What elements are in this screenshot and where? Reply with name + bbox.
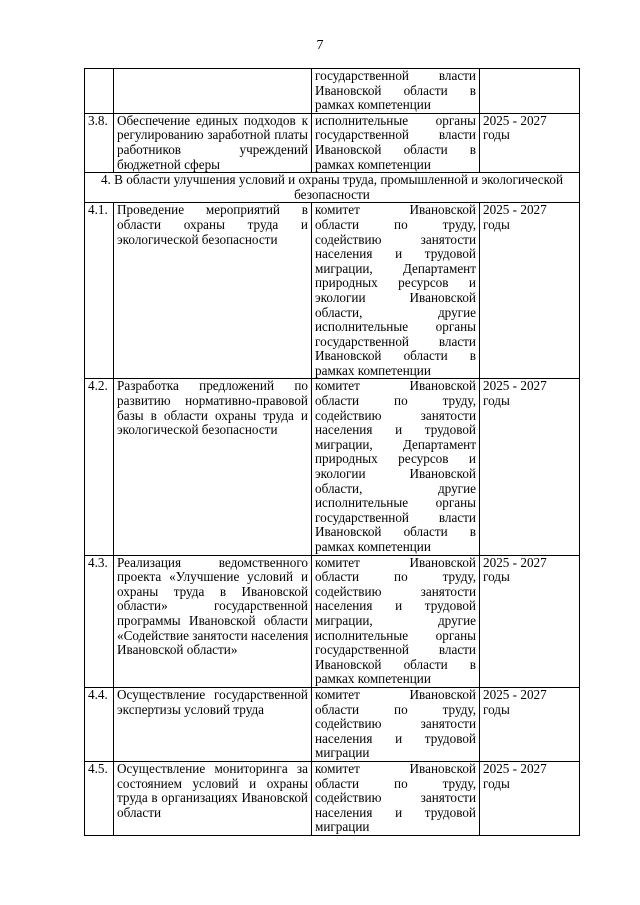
responsible-line: области, другие: [315, 305, 476, 320]
task-line: базы в области охраны труда и: [117, 408, 308, 423]
responsible-line: содействию занятости: [315, 232, 476, 247]
task-line: Разработка предложений по: [117, 379, 308, 394]
table-row: [85, 379, 580, 555]
responsible-line: комитет Ивановской: [315, 203, 476, 218]
responsible-line: миграции, Департамент: [315, 261, 476, 276]
responsible-line: населения и трудовой: [315, 599, 476, 614]
responsible-line: Ивановской области в: [315, 142, 476, 157]
responsible-line: комитет Ивановской: [315, 761, 476, 776]
responsible-line: области по труду,: [315, 776, 476, 791]
measures-table: [84, 68, 580, 836]
responsible-line: комитет Ивановской: [315, 687, 476, 702]
responsible-line: миграции, Департамент: [315, 437, 476, 452]
section-title-line: 4. В области улучшения условий и охраны труда, промышленной и экологической: [100, 172, 564, 188]
responsible-line: рамках компетенции: [315, 157, 431, 172]
period-cell: 2025 - 2027 годы: [480, 113, 580, 172]
item-number: 4.1.: [85, 203, 114, 379]
responsible-line: населения и трудовой: [315, 731, 476, 746]
task-line: области» государственной: [117, 599, 308, 614]
responsible-line: государственной власти: [315, 510, 476, 525]
responsible-line: миграции, другие: [315, 613, 476, 628]
responsible-line: Ивановской области в: [315, 83, 476, 98]
task-cell: [114, 687, 312, 761]
table-row: [85, 113, 580, 172]
responsible-line: рамках компетенции: [315, 540, 431, 554]
item-number: 3.8.: [85, 113, 114, 172]
period-cell: 2025 - 2027 годы: [480, 379, 580, 555]
page-number: 7: [316, 38, 324, 53]
responsible-line: населения и трудовой: [315, 805, 476, 820]
responsible-line: экологии Ивановской: [315, 290, 476, 305]
responsible-line: населения и трудовой: [315, 247, 476, 262]
responsible-line: государственной власти: [315, 128, 476, 143]
responsible-line: Ивановской области в: [315, 349, 476, 364]
table-row: [85, 203, 580, 379]
responsible-line: комитет Ивановской: [315, 379, 476, 394]
task-line: Осуществление государственной: [117, 687, 308, 702]
table-row: [85, 761, 580, 835]
responsible-line: области по труду,: [315, 217, 476, 232]
responsible-line: комитет Ивановской: [315, 555, 476, 570]
task-cell: [114, 761, 312, 835]
item-number: [85, 69, 114, 114]
period-cell: 2025 - 2027 годы: [480, 555, 580, 687]
task-line: программы Ивановской области: [117, 613, 308, 628]
responsible-line: рамках компетенции: [315, 672, 431, 687]
task-cell: [114, 203, 312, 379]
task-line: работников учреждений: [117, 142, 308, 157]
responsible-line: государственной власти: [315, 334, 476, 349]
responsible-line: населения и трудовой: [315, 423, 476, 438]
responsible-line: исполнительные органы: [315, 113, 476, 128]
responsible-line: исполнительные органы: [315, 320, 476, 335]
period-cell: 2025 - 2027 годы: [480, 203, 580, 379]
task-line: экологической безопасности: [117, 423, 278, 438]
responsible-cell: [312, 203, 480, 379]
item-number: 4.3.: [85, 555, 114, 687]
responsible-line: области, другие: [315, 481, 476, 496]
item-number: 4.5.: [85, 761, 114, 835]
task-line: состоянием условий и охраны: [117, 776, 308, 791]
responsible-line: области по труду,: [315, 702, 476, 717]
task-line: Осуществление мониторинга за: [117, 761, 308, 776]
table-row: [85, 69, 580, 114]
responsible-line: исполнительные органы: [315, 628, 476, 643]
responsible-cell: [312, 555, 480, 687]
responsible-cell: [312, 761, 480, 835]
responsible-line: государственной власти: [315, 69, 476, 83]
responsible-line: содействию занятости: [315, 408, 476, 423]
task-line: экологической безопасности: [117, 232, 278, 247]
task-line: Реализация ведомственного: [117, 555, 308, 570]
responsible-line: Ивановской области в: [315, 657, 476, 672]
responsible-line: содействию занятости: [315, 791, 476, 806]
task-cell: [114, 113, 312, 172]
responsible-line: природных ресурсов и: [315, 452, 476, 467]
period-cell: 2025 - 2027 годы: [480, 687, 580, 761]
item-number: 4.2.: [85, 379, 114, 555]
task-line: Обеспечение единых подходов к: [117, 113, 308, 128]
responsible-line: экологии Ивановской: [315, 467, 476, 482]
task-line: охраны труда в Ивановской: [117, 584, 308, 599]
responsible-line: области по труду,: [315, 394, 476, 409]
task-line: Ивановской области»: [117, 643, 238, 658]
responsible-cell: [312, 69, 480, 114]
task-line: труда в организациях Ивановской: [117, 791, 308, 806]
task-line: Проведение мероприятий в: [117, 203, 308, 218]
period-cell: [480, 69, 580, 114]
responsible-cell: [312, 113, 480, 172]
table-row: [85, 687, 580, 761]
task-line: развитию нормативно-правовой: [117, 394, 308, 409]
responsible-line: Ивановской области в: [315, 525, 476, 540]
responsible-line: исполнительные органы: [315, 496, 476, 511]
responsible-cell: [312, 379, 480, 555]
responsible-cell: [312, 687, 480, 761]
period-cell: 2025 - 2027 годы: [480, 761, 580, 835]
section-header-row: [85, 173, 580, 203]
task-line: бюджетной сферы: [117, 157, 221, 172]
responsible-line: миграции: [315, 746, 370, 761]
responsible-line: области по труду,: [315, 570, 476, 585]
task-line: области охраны труда и: [117, 217, 308, 232]
section-title-line: безопасности: [294, 186, 370, 202]
task-line: «Содействие занятости населения: [117, 628, 308, 643]
task-cell: [114, 379, 312, 555]
responsible-line: содействию занятости: [315, 584, 476, 599]
responsible-line: рамках компетенции: [315, 363, 431, 378]
responsible-line: природных ресурсов и: [315, 276, 476, 291]
responsible-line: государственной власти: [315, 643, 476, 658]
task-line: экспертизы условий труда: [117, 702, 265, 717]
responsible-line: рамках компетенции: [315, 98, 431, 113]
item-number: 4.4.: [85, 687, 114, 761]
task-line: области: [117, 805, 162, 820]
task-cell: [114, 69, 312, 114]
task-line: регулированию заработной платы: [117, 128, 308, 143]
responsible-line: содействию занятости: [315, 717, 476, 732]
task-line: проекта «Улучшение условий и: [117, 570, 308, 585]
table-row: [85, 555, 580, 687]
responsible-line: миграции: [315, 820, 370, 835]
task-cell: [114, 555, 312, 687]
section-title: [85, 173, 580, 203]
